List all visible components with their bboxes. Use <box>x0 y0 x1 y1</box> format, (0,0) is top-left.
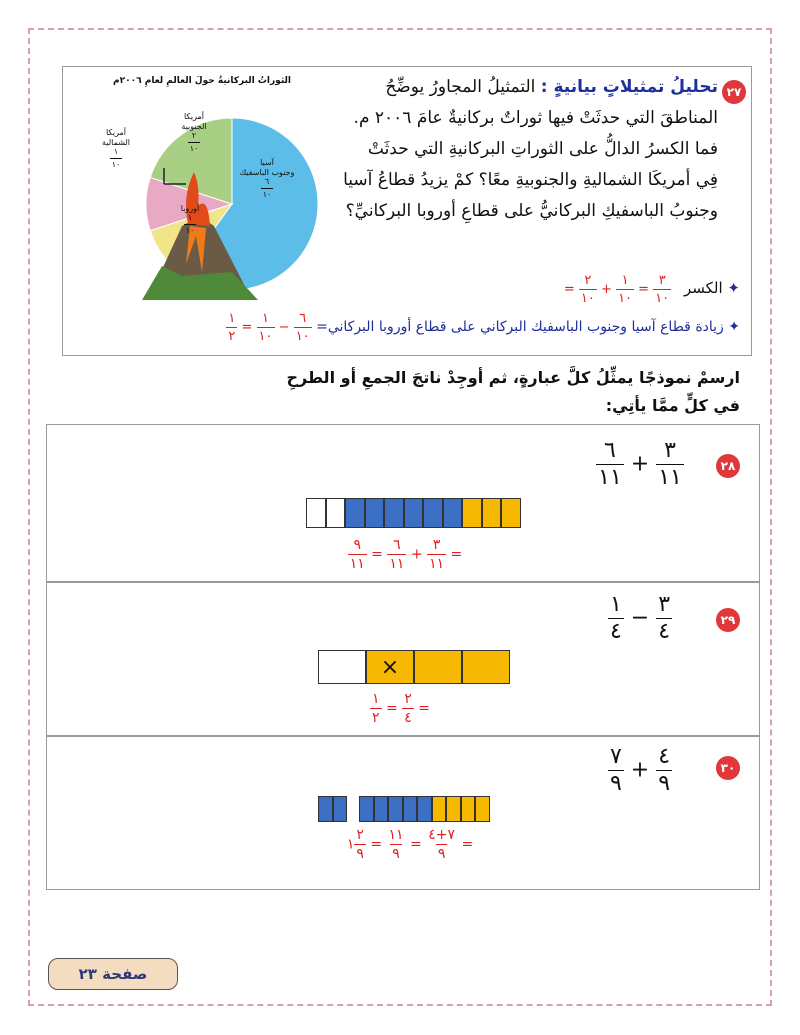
denominator: ١١ <box>429 556 445 572</box>
answer-27a-row <box>440 274 740 305</box>
operator: − <box>630 605 650 631</box>
question-28-expression <box>580 440 700 489</box>
fraction <box>426 828 457 861</box>
operator: + <box>630 757 650 783</box>
pie-label-eu-1: أوروبا <box>180 204 200 213</box>
fraction <box>370 692 382 725</box>
pie-label-asia <box>236 158 298 199</box>
fraction <box>656 746 672 795</box>
numerator: ٢ <box>584 273 592 288</box>
numerator: ١ <box>609 592 622 617</box>
fraction <box>596 440 624 489</box>
denominator: ١١ <box>349 556 365 572</box>
denominator: ٩ <box>609 771 622 796</box>
denominator: ١١ <box>598 465 622 490</box>
fraction-model-bar-29 <box>318 650 510 684</box>
denominator: ١٠ <box>185 226 195 235</box>
bar-cell-blue-extra <box>333 796 348 822</box>
question-27-text <box>330 72 718 227</box>
diamond-bullet-icon: ✦ <box>727 279 740 297</box>
pie-frac-asia <box>261 178 274 199</box>
bar-cell-empty <box>318 650 366 684</box>
fraction <box>608 746 624 795</box>
instruction-line-2: في كلٍّ ممَّا يأتِي: <box>605 396 740 415</box>
bar-cell-yellow <box>475 796 490 822</box>
numerator: ٣ <box>432 537 441 553</box>
bar-cell-blue <box>417 796 432 822</box>
numerator: ٩ <box>353 537 361 553</box>
numerator: ١ <box>187 213 193 222</box>
fraction <box>387 828 406 861</box>
bar-cell-yellow <box>432 796 447 822</box>
denominator: ١٠ <box>618 291 633 306</box>
pie-label-asia-1: آسيا <box>260 158 274 167</box>
denominator: ٢ <box>372 710 380 726</box>
pie-frac-sa <box>188 132 201 153</box>
pie-label-sa-2: الجنوبية <box>181 122 207 131</box>
denominator: ١٠ <box>295 329 310 344</box>
pie-label-asia-2: وجنوب الباسفيك <box>239 168 295 177</box>
question-29-badge: ٢٩ <box>716 608 740 632</box>
fraction <box>402 692 414 725</box>
bar-cell-blue <box>403 796 418 822</box>
question-27-badge: ٢٧ <box>722 80 746 104</box>
answer-27a-label: الكسر <box>683 279 723 297</box>
bar-cell-blue <box>388 796 403 822</box>
denominator: ٩ <box>658 771 671 796</box>
denominator: ١٠ <box>258 329 273 344</box>
numerator: ٧+٤ <box>428 827 455 843</box>
fraction <box>656 440 684 489</box>
fraction <box>427 538 446 571</box>
fraction-model-bar-28 <box>306 498 521 528</box>
denominator: ١١ <box>658 465 682 490</box>
bar-cell-empty <box>306 498 326 528</box>
answer-27b-row <box>66 312 740 343</box>
bar-cell-yellow <box>461 796 476 822</box>
bar-cell-blue-extra <box>318 796 333 822</box>
bar-cell-blue <box>374 796 389 822</box>
operator: + <box>630 451 650 477</box>
pie-label-south-america <box>172 112 216 153</box>
denominator: ١٠ <box>580 291 595 306</box>
pie-frac-na <box>110 148 123 169</box>
numerator: ٦ <box>393 537 401 553</box>
instruction-line-1: ارسمْ نموذجًا يمثِّلُ كلَّ عبارةٍ، ثم أوجِدْ ناتجَ الجمعِ أو الطرحِ <box>286 368 740 387</box>
bar-cell-yellow <box>446 796 461 822</box>
fraction <box>226 312 237 343</box>
pie-label-north-america <box>94 128 138 169</box>
pie-label-na-1: أمريكا <box>105 128 126 137</box>
question-30-expression <box>580 746 700 795</box>
diamond-bullet-icon-2: ✦ <box>728 319 740 335</box>
question-27-heading: تحليلُ تمثيلاتٍ بيانيةٍ : <box>540 77 718 97</box>
denominator: ١٠ <box>262 190 272 199</box>
answer-27b-expression: $\frac{٦}{١٠}$ − $\frac{١}{١٠}$ = $\frac{١}{٢}$ <box>228 311 310 344</box>
numerator: ٣ <box>658 592 671 617</box>
question-28-badge: ٢٨ <box>716 454 740 478</box>
bar-cell-yellow <box>414 650 462 684</box>
fraction <box>387 538 406 571</box>
answer-27a-expression: $\frac{٣}{١٠}$ = $\frac{١}{١٠}$ + $\frac{٢}{١٠}$ = <box>563 273 670 306</box>
numerator: ٢ <box>404 691 412 707</box>
question-30-badge: ٣٠ <box>716 756 740 780</box>
instruction <box>200 364 740 420</box>
numerator: ٣ <box>658 273 666 288</box>
bar-cell-blue <box>443 498 463 528</box>
denominator: ١١ <box>389 556 405 572</box>
fraction <box>348 538 367 571</box>
fraction <box>653 274 671 305</box>
numerator: ٦ <box>604 438 616 463</box>
numerator: ٦ <box>299 311 307 326</box>
question-29-answer: $\frac{١}{٢}$ = $\frac{٢}{٤}$ = <box>372 691 430 726</box>
bar-cell-blue <box>404 498 424 528</box>
denominator: ٤ <box>404 710 412 726</box>
question-27-line-3: فما الكسرُ الدالُّ على الثوراتِ البركانيةِ التي حدثَتْ <box>367 139 718 159</box>
question-27-line-1 <box>330 72 718 103</box>
denominator: ٤ <box>658 619 671 644</box>
fraction <box>294 312 312 343</box>
question-27-line-5: وجنوبُ الباسفيكِ البركانيُّ على قطاعِ أوروبا البركانيِّ؟ <box>345 201 718 221</box>
answer-27b-label: زيادة قطاع آسيا وجنوب الباسفيك البركاني على قطاع أوروبا البركاني= <box>316 319 724 335</box>
numerator: ٤ <box>658 744 671 769</box>
fraction <box>579 274 597 305</box>
denominator: ٩ <box>437 846 446 862</box>
fraction <box>354 828 366 861</box>
denominator: ١٠ <box>655 291 670 306</box>
bar-cell-blue <box>359 796 374 822</box>
denominator: ٩ <box>356 846 364 862</box>
fraction <box>257 312 275 343</box>
denominator: ٤ <box>609 619 622 644</box>
numerator: ٦ <box>264 177 270 186</box>
bar-cell-blue <box>365 498 385 528</box>
question-27-line-2: المناطقَ التي حدثَتْ فيها ثوراتٌ بركانيةٌ عامَ ٢٠٠٦ م. <box>353 108 718 128</box>
numerator: ٢ <box>356 827 364 843</box>
numerator: ٧ <box>609 744 622 769</box>
fraction-model-bar-30 <box>318 796 490 822</box>
pie-label-europe <box>170 204 210 235</box>
numerator: ١ <box>228 311 236 326</box>
numerator: ١ <box>372 691 380 707</box>
bar-cell-blue <box>423 498 443 528</box>
whole-number: ١ <box>346 836 355 853</box>
denominator: ٩ <box>392 846 400 862</box>
fraction <box>656 594 672 643</box>
bar-cell-yellow <box>501 498 521 528</box>
question-27-line-1-text: التمثيلُ المجاورُ يوضِّحُ <box>385 77 536 97</box>
numerator: ١ <box>621 273 629 288</box>
question-29-expression <box>580 594 700 643</box>
numerator: ١ <box>113 147 119 156</box>
bar-cell-yellow <box>482 498 502 528</box>
bar-cell-yellow <box>462 498 482 528</box>
pie-title: الثوراتُ البركانيةُ حولَ العالمِ لعامِ ٢٠٠٦م <box>113 76 291 86</box>
numerator: ٣ <box>664 438 676 463</box>
denominator: ١٠ <box>111 160 121 169</box>
bar-cell-blue <box>384 498 404 528</box>
pie-label-sa-1: أمريكا <box>183 112 204 121</box>
numerator: ٢ <box>191 131 197 140</box>
pie-frac-eu <box>184 214 197 235</box>
fraction <box>608 594 624 643</box>
bar-cell-blue <box>345 498 365 528</box>
numerator: ١١ <box>388 827 404 843</box>
bar-cell-yellow <box>462 650 510 684</box>
question-30-answer: ١ $\frac{٢}{٩}$ = $\frac{١١}{٩}$ = $\frac{٧+٤}{٩}$ = <box>346 827 474 862</box>
denominator: ٢ <box>228 329 236 344</box>
question-28-answer: $\frac{٩}{١١}$ = $\frac{٦}{١١}$ + $\frac{٣}{١١}$ = <box>349 537 463 572</box>
fraction <box>616 274 634 305</box>
bar-cell-empty <box>326 498 346 528</box>
numerator: ١ <box>262 311 270 326</box>
denominator: ١٠ <box>189 144 199 153</box>
pie-label-na-2: الشمالية <box>102 138 130 147</box>
bar-cell-crossed: × <box>366 650 414 684</box>
question-27-line-4: فِي أمريكَا الشماليةِ والجنوبيةِ معًا؟ كمْ يزيدُ قطاعُ آسيا <box>343 170 718 190</box>
page-number-tab: صفحة ٢٣ <box>48 958 178 990</box>
